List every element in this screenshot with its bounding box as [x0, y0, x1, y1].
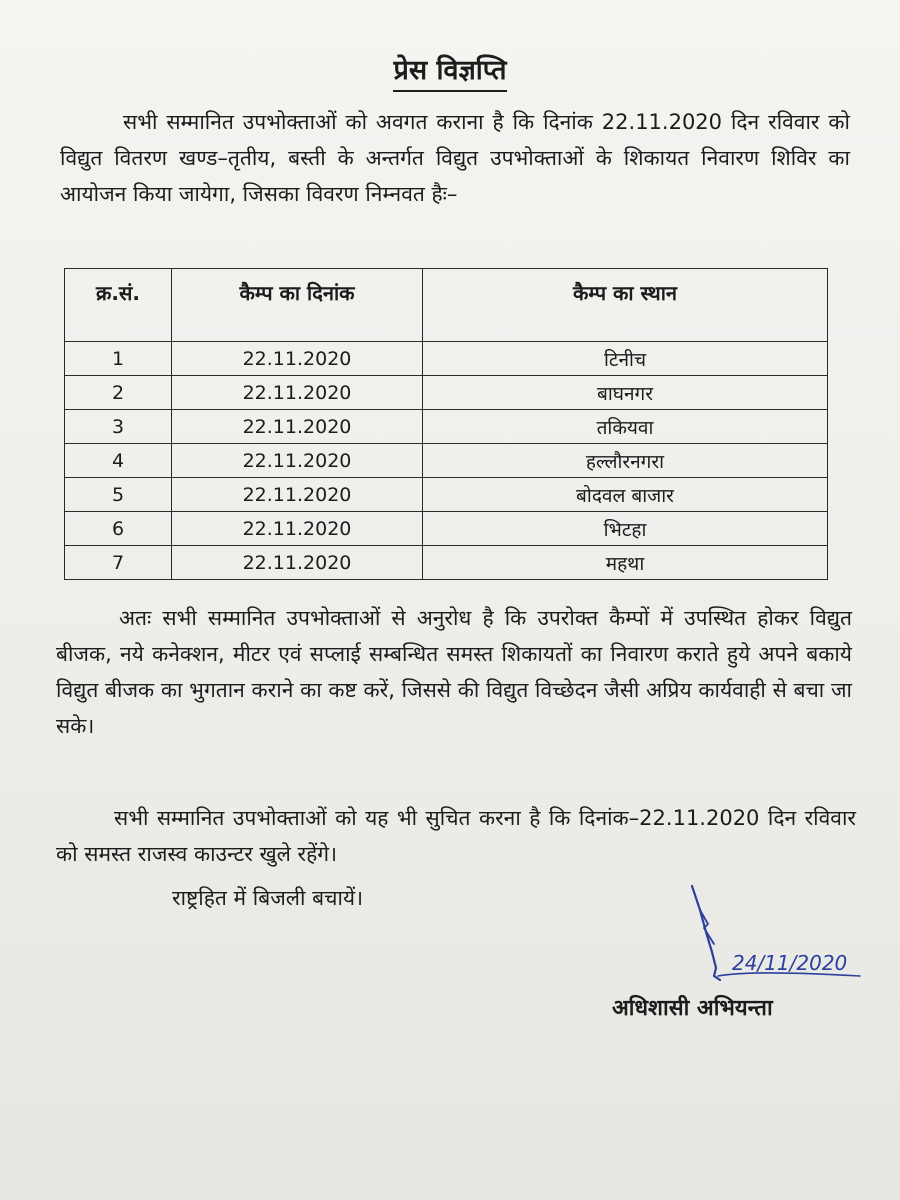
cell-place: बाघनगर: [423, 376, 828, 410]
cell-serial: 4: [65, 444, 172, 478]
cell-serial: 7: [65, 546, 172, 580]
cell-serial: 2: [65, 376, 172, 410]
handwritten-signature: [670, 880, 870, 1000]
table-row: [65, 444, 828, 478]
cell-date: 22.11.2020: [172, 546, 423, 580]
cell-place: भिटहा: [423, 512, 828, 546]
cell-place: महथा: [423, 546, 828, 580]
slogan-text: राष्ट्रहित में बिजली बचायें।: [172, 886, 364, 910]
document-title: [0, 50, 900, 87]
cell-place: बोदवल बाजार: [423, 478, 828, 512]
cell-date: 22.11.2020: [172, 444, 423, 478]
table-row: [65, 376, 828, 410]
cell-place: टिनीच: [423, 342, 828, 376]
cell-date: 22.11.2020: [172, 410, 423, 444]
table-row: [65, 342, 828, 376]
table-row: [65, 410, 828, 444]
camp-schedule-table: [64, 268, 828, 580]
request-paragraph: अतः सभी सम्मानित उपभोक्ताओं से अनुरोध है कि उपरोक्त कैम्पों में उपस्थित होकर विद्युत बीजक, नये कनेक्शन, मीटर एवं सप्लाई सम्बन्धित समस्त शिकायतों का निवारण कराते हुये अपने बकाये विद्युत बीजक का भुगतान कराने का कष्ट करें, जिससे की विद्युत विच्छेदन जैसी अप्रिय कार्यवाही से बचा जा सके।: [56, 606, 852, 738]
table-row: [65, 546, 828, 580]
intro-paragraph: सभी सम्मानित उपभोक्ताओं को अवगत कराना है कि दिनांक 22.11.2020 दिन रविवार को विद्युत वितरण खण्ड–तृतीय, बस्ती के अन्तर्गत विद्युत उपभोक्ताओं के शिकायत निवारण शिविर का आयोजन किया जायेगा, जिसका विवरण निम्नवत हैः–: [60, 110, 850, 206]
table-row: [65, 478, 828, 512]
cell-date: 22.11.2020: [172, 342, 423, 376]
header-serial: क्र.सं.: [65, 269, 172, 342]
title-text: प्रेस विज्ञप्ति: [393, 55, 506, 92]
cell-date: 22.11.2020: [172, 478, 423, 512]
table-header-row: [65, 269, 828, 342]
cell-serial: 3: [65, 410, 172, 444]
cell-date: 22.11.2020: [172, 376, 423, 410]
cell-place: हल्लौरनगरा: [423, 444, 828, 478]
signature-date: 24/11/2020: [732, 951, 848, 975]
cell-place: तकियवा: [423, 410, 828, 444]
cell-date: 22.11.2020: [172, 512, 423, 546]
cell-serial: 6: [65, 512, 172, 546]
header-place: कैम्प का स्थान: [423, 269, 828, 342]
signatory-designation: अधिशासी अभियन्ता: [612, 996, 773, 1021]
table-row: [65, 512, 828, 546]
cell-serial: 5: [65, 478, 172, 512]
notice-paragraph: सभी सम्मानित उपभोक्ताओं को यह भी सुचित करना है कि दिनांक–22.11.2020 दिन रविवार को समस्त राजस्व काउन्टर खुले रहेंगे।: [56, 806, 856, 866]
header-date: कैम्प का दिनांक: [172, 269, 423, 342]
cell-serial: 1: [65, 342, 172, 376]
